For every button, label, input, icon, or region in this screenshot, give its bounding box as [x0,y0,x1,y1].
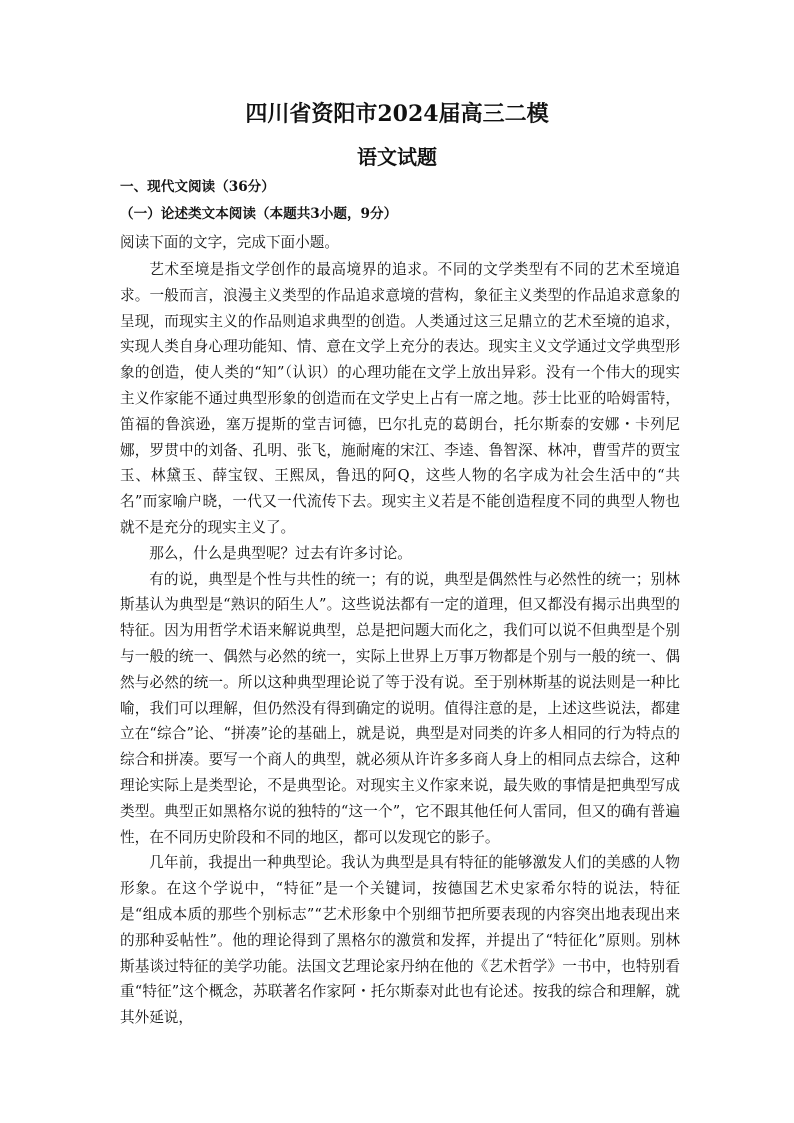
subsection-heading: （一）论述类文本阅读（本题共3小题，9分） [120,206,398,222]
passage-paragraph: 几年前，我提出一种典型论。我认为典型是具有特征的能够激发人们的美感的人物形象。在这个学说中，“特征”是一个关键词，按德国艺术史家希尔特的说法，特征是“组成本质的那些个别标志”“艺术形象中个别细节把所要表现的内容突出地表现出来的那种妥帖性”。他的理论得到了黑格尔的激赏和发挥，并提出了“特征化”原则。别林斯基谈过特征的美学功能。法国文艺理论家丹纳在他的《艺术哲学》一书中，也特别看重“特征”这个概念，苏联著名作家阿・托尔斯泰对此也有论述。按我的综合和理解，就其外延说， [120,854,680,1027]
page-title: 四川省资阳市2024届高三二模 [245,101,549,127]
passage-body [120,257,680,1031]
instruction-text: 阅读下面的文字，完成下面小题。 [120,234,339,251]
passage-paragraph: 那么，什么是典型呢？过去有许多讨论。 [149,544,412,562]
passage-paragraph: 有的说，典型是个性与共性的统一；有的说，典型是偶然性与必然性的统一；别林斯基认为典型是“熟识的陌生人”。这些说法都有一定的道理，但又都没有揭示出典型的特征。因为用哲学术语来解说典型，总是把问题大而化之，我们可以说不但典型是个别与一般的统一、偶然与必然的统一，实际上世界上万事万物都是个别与一般的统一、偶然与必然的统一。所以这种典型理论说了等于没有说。至于别林斯基的说法则是一种比喻，我们可以理解，但仍然没有得到确定的说明。值得注意的是，上述这些说法，都建立在“综合”论、“拼凑”论的基础上，就是说，典型是对同类的许多人相同的行为特点的综合和拼凑。要写一个商人的典型，就必须从许许多多商人身上的相同点去综合，这种理论实际上是类型论，不是典型论。对现实主义作家来说，最失败的事情是把典型写成类型。典型正如黑格尔说的独特的“这一个”，它不跟其他任何人雷同，但又的确有普遍性，在不同历史阶段和不同的地区，都可以发现它的影子。 [120,570,680,846]
page-subtitle: 语文试题 [357,145,437,169]
section-heading: 一、现代文阅读（36分） [120,179,275,195]
passage-paragraph: 艺术至境是指文学创作的最高境界的追求。不同的文学类型有不同的艺术至境追求。一般而言，浪漫主义类型的作品追求意境的营构，象征主义类型的作品追求意象的呈现，而现实主义的作品则追求典型的创造。人类通过这三足鼎立的艺术至境的追求，实现人类自身心理功能知、情、意在文学上充分的表达。现实主义文学通过文学典型形象的创造，使人类的“知”（认识）的心理功能在文学上放出异彩。没有一个伟大的现实主义作家能不通过典型形象的创造而在文学史上占有一席之地。莎士比亚的哈姆雷特，笛福的鲁滨逊，塞万提斯的堂吉诃德，巴尔扎克的葛朗台，托尔斯泰的安娜・卡列尼娜，罗贯中的刘备、孔明、张飞，施耐庵的宋江、李逵、鲁智深、林冲，曹雪芹的贾宝玉、林黛玉、薛宝钗、王熙凤，鲁迅的阿Q，这些人物的名字成为社会生活中的“共名”而家喻户晓，一代又一代流传下去。现实主义若是不能创造程度不同的典型人物也就不是充分的现实主义了。 [120,261,680,536]
